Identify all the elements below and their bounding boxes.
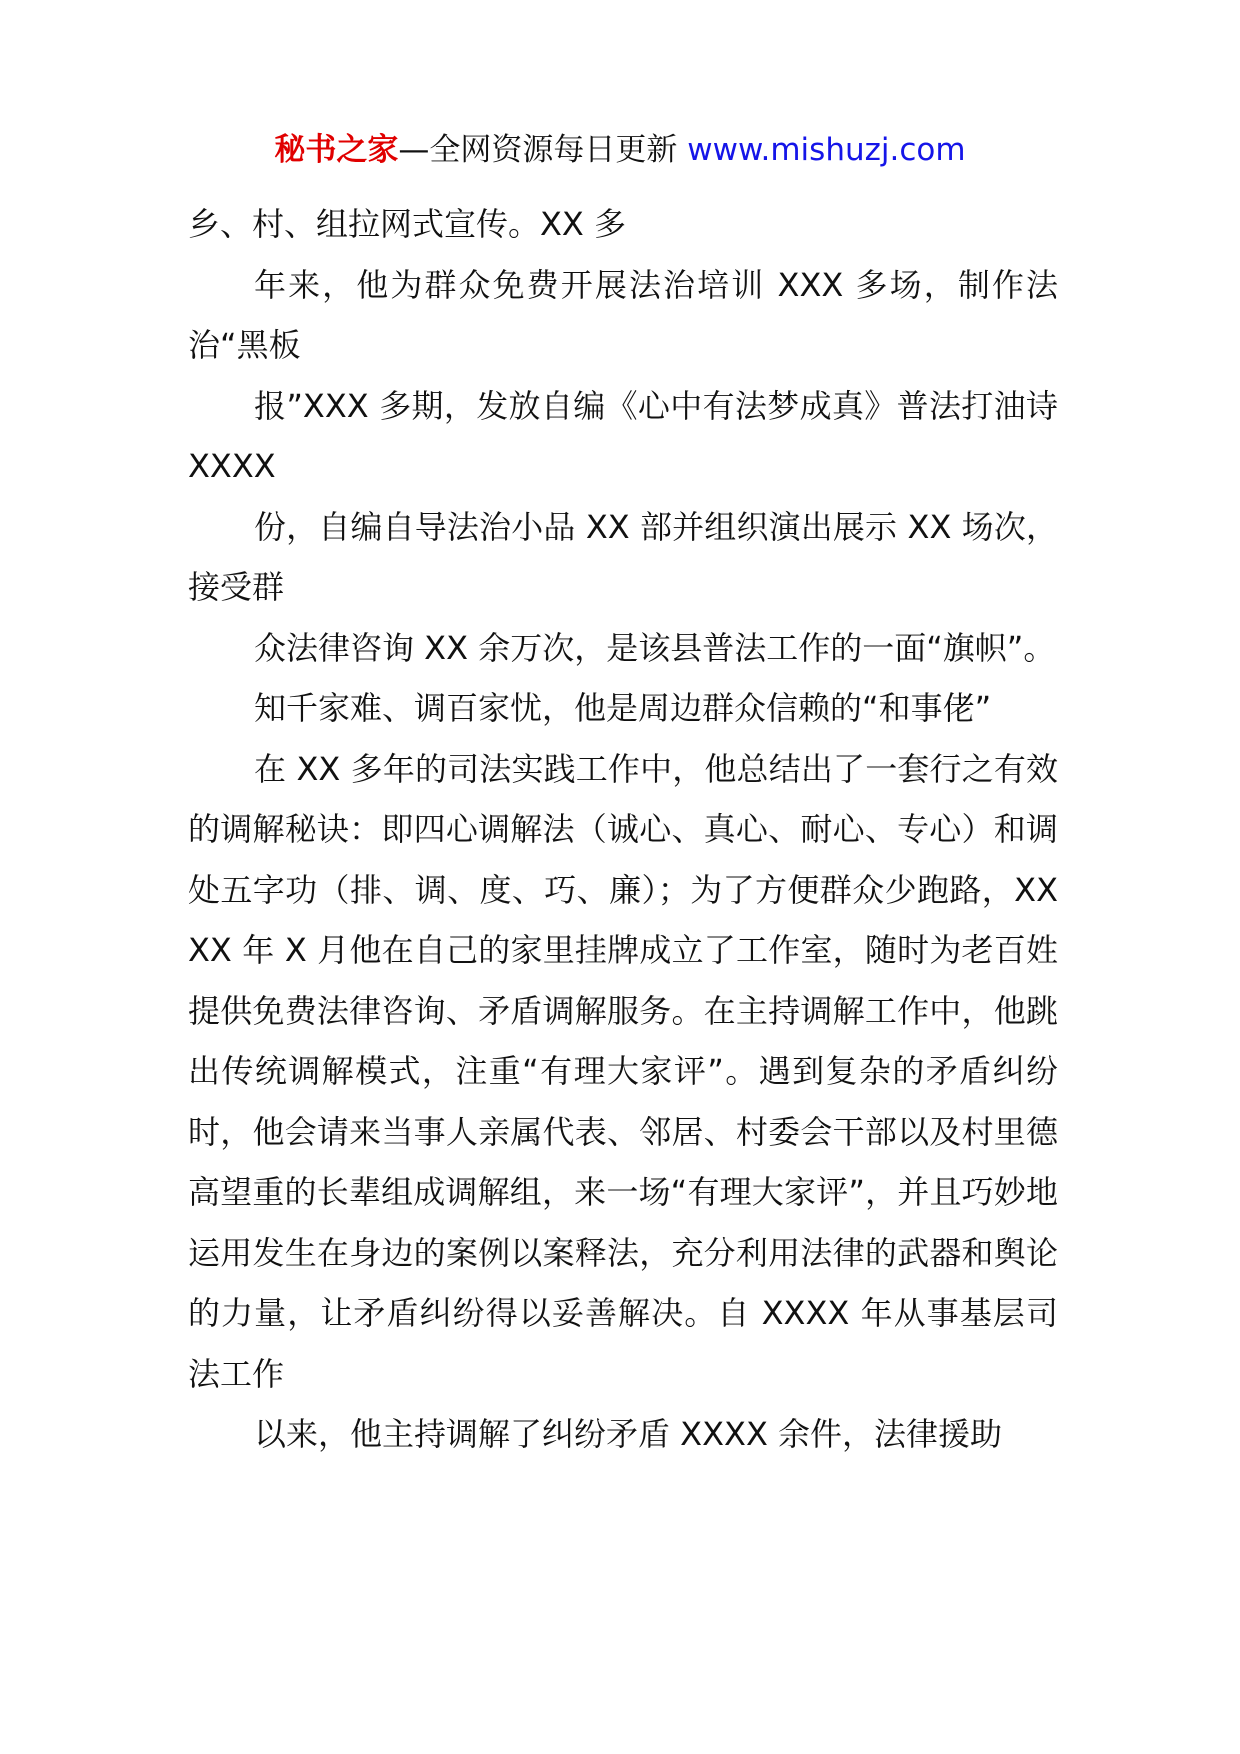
paragraph-1: 乡、村、组拉网式宣传。XX 多 bbox=[188, 205, 627, 243]
paragraph-5: 众法律咨询 XX 余万次，是该县普法工作的一面“旗帜”。 bbox=[254, 628, 1056, 667]
paragraph-3: 报”XXX 多期，发放自编《心中有法梦成真》普法打油诗 XXXX bbox=[188, 386, 1058, 485]
page-header bbox=[0, 128, 1240, 172]
document-body bbox=[188, 194, 1058, 1465]
brand-name: 秘书之家 bbox=[274, 132, 399, 168]
paragraph-2: 年来，他为群众免费开展法治培训 XXX 多场，制作法治“黑板 bbox=[188, 265, 1058, 364]
paragraph-4: 份，自编自导法治小品 XX 部并组织演出展示 XX 场次，接受群 bbox=[188, 507, 1058, 606]
paragraph-6: 知千家难、调百家忧，他是周边群众信赖的“和事佬” bbox=[254, 689, 992, 727]
website-link[interactable]: www.mishuzj.com bbox=[687, 132, 966, 168]
header-tagline: —全网资源每日更新 bbox=[398, 132, 688, 168]
paragraph-7: 在 XX 多年的司法实践工作中，他总结出了一套行之有效的调解秘诀：即四心调解法（诚心、真心、耐心、专心）和调处五字功（排、调、度、巧、廉）；为了方便群众少跑路，XXXX 年 X 月他在自己的家里挂牌成立了工作室，随时为老百姓提供免费法律咨询、矛盾调解服务。在主持调解工作中，他跳出传统调解模式，注重“有理大家评”。遇到复杂的矛盾纠纷时，他会请来当事人亲属代表、邻居、村委会干部以及村里德高望重的长辈组成调解组，来一场“有理大家评”，并且巧妙地运用发生在身边的案例以案释法，充分利用法律的武器和舆论的力量，让矛盾纠纷得以妥善解决。自 XXXX 年从事基层司法工作 bbox=[188, 749, 1058, 1393]
paragraph-8: 以来，他主持调解了纠纷矛盾 XXXX 余件，法律援助 bbox=[254, 1415, 1003, 1453]
